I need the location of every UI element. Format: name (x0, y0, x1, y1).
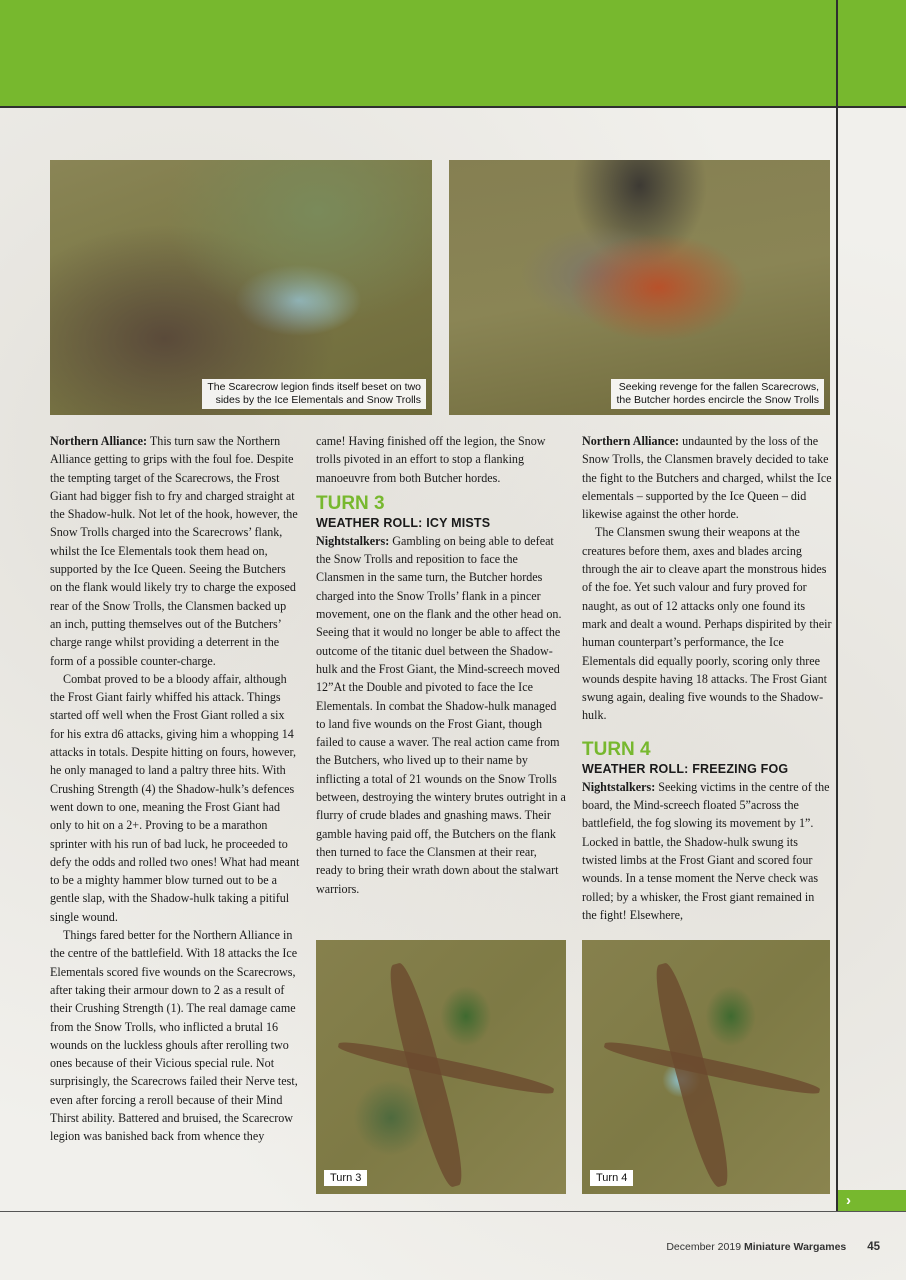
header-banner-corner (838, 0, 906, 106)
turn-heading: TURN 4 (582, 738, 651, 760)
paragraph: Northern Alliance: undaunted by the loss of the Snow Trolls, the Clansmen bravely decided to take the fight to the Butchers and charged, whilst the Ice elementals – supported by the Ice Queen – did likewise against the other horde. (582, 434, 832, 522)
paragraph: Nightstalkers: Gambling on being able to defeat the Snow Trolls and reposition to face the Clansmen in the same turn, the Butcher hordes charged into the Snow Trolls’ flank in a pincer movement, one on the flank and the other head on. Seeing that it would no longer be able to affect the outcome of the titanic duel between the Shadow-hulk and the Frost Giant, the Mind-screech moved 12”At the Double and pivoted to face the Ice Elementals. In combat the Shadow-hulk managed to land five wounds on the Frost Giant, though failed to cause a waver. The real action came from the Butchers, who lived up to their name by inflicting a total of 21 wounds on the Snow Trolls between, destroying the wintery brutes outright in a flurry of crude blades and gnashing maws. Their gamble having paid off, the Butchers on the flank then turned to face the Clansmen at their rear, ready to bring their wrath down about the stalwart warriors. (316, 533, 566, 896)
weather-heading: WEATHER ROLL: ICY MISTS (316, 515, 491, 530)
footer-issue: December 2019 (666, 1241, 742, 1253)
map-label: Turn 3 (324, 1170, 367, 1186)
chevron-right-icon: › (846, 1192, 851, 1209)
photo-scarecrow-legion (50, 160, 432, 415)
battle-map-turn-4 (582, 940, 830, 1194)
paragraph: came! Having finished off the legion, the Snow trolls pivoted in an effort to stop a flanking manoeuvre from both Butcher hordes. (316, 434, 546, 485)
footer-rule (0, 1211, 906, 1212)
next-page-tab[interactable] (838, 1190, 906, 1211)
weather-heading: WEATHER ROLL: FREEZING FOG (582, 761, 789, 776)
paragraph: Nightstalkers: Seeking victims in the centre of the board, the Mind-screech floated 5”across the battlefield, the fog slowing its movement by 1”. Locked in battle, the Shadow-hulk swung its twisted limbs at the Frost Giant and scored four wounds. In a tense moment the Nerve check was rolled; by a whisker, the Frost giant remained in the fight! Elsewhere, (582, 779, 830, 922)
paragraph: The Clansmen swung their weapons at the creatures before them, axes and blades arcing through the air to cleave apart the monstrous hides of the foe. Yet such valour and fury proved for naught, as out of 12 attacks only one found its mark and dealt a wound. Perhaps dispirited by their human counterpart’s performance, the Ice Elementals did equally poorly, scoring only three wounds despite having 18 attacks. The Frost Giant swung again, dealing five wounds to the Shadow-hulk. (582, 525, 832, 723)
header-banner (0, 0, 836, 106)
footer-magazine: Miniature Wargames (743, 1241, 847, 1253)
turn-heading: TURN 3 (316, 492, 385, 514)
page-footer (666, 1241, 880, 1253)
text-column-1 (50, 432, 300, 1146)
photo-caption: Seeking revenge for the fallen Scarecrows, the Butcher hordes encircle the Snow Trolls (611, 379, 824, 409)
map-label: Turn 4 (590, 1170, 633, 1186)
text-column-3 (582, 432, 832, 924)
photo-butcher-hordes (449, 160, 830, 415)
paragraph: Northern Alliance: This turn saw the Northern Alliance getting to grips with the foul foe. Despite the tempting target of the Scarecrows, the Frost Giant had bigger fish to fry and charged straight at the Shadow-hulk. Not let of the hook, however, the Snow Trolls charged into the Scarecrows’ flank, whilst the Ice Elementals took them head on, supported by the Ice Queen. Seeing the Butchers on the flank would likely try to charge the exposed rear of the Snow Trolls, the Clansmen backed up an inch, putting themselves out of the Butchers’ charge range whilst providing a deterrent in the form of a possible counter-charge. (50, 434, 298, 668)
battle-map-turn-3 (316, 940, 566, 1194)
text-column-2 (316, 432, 566, 898)
header-rule (0, 106, 906, 108)
paragraph: Combat proved to be a bloody affair, although the Frost Giant fairly whiffed his attack. Things started off well when the Frost Giant rolled a six for his extra d6 attacks, giving him a whopping 14 attacks in totals. Despite hitting on fours, however, he only managed to land a paltry three hits. With Crushing Strength (4) the Shadow-hulk’s defences went down to one, meaning the Frost Giant had only to hit on a 2+. Proving to be a marathon sprinter with his run of bad luck, he proceeded to defy the odds and rolled two ones! What had meant to be a mighty hammer blow turned out to be a gentle slap, with the Shadow-hulk taking a pitiful single wound. (50, 671, 300, 924)
page-number: 45 (867, 1241, 880, 1253)
margin-rule (836, 0, 838, 1212)
paragraph: Things fared better for the Northern Alliance in the centre of the battlefield. With 18 attacks the Ice Elementals scored five wounds on the Scarecrows, after taking their armour down to 2 as a result of their Crushing Strength (1). The real damage came from the Snow Trolls, who inflicted a brutal 16 wounds on the luckless ghouls after rerolling two ones because of their Vicious special rule. Not surprisingly, the Scarecrows failed their Nerve test, even after forcing a reroll because of their Mind Thirst ability. Battered and bruised, the Scarecrow legion was banished back from whence they (50, 928, 298, 1144)
photo-caption: The Scarecrow legion finds itself beset on two sides by the Ice Elementals and Snow Trolls (202, 379, 426, 409)
